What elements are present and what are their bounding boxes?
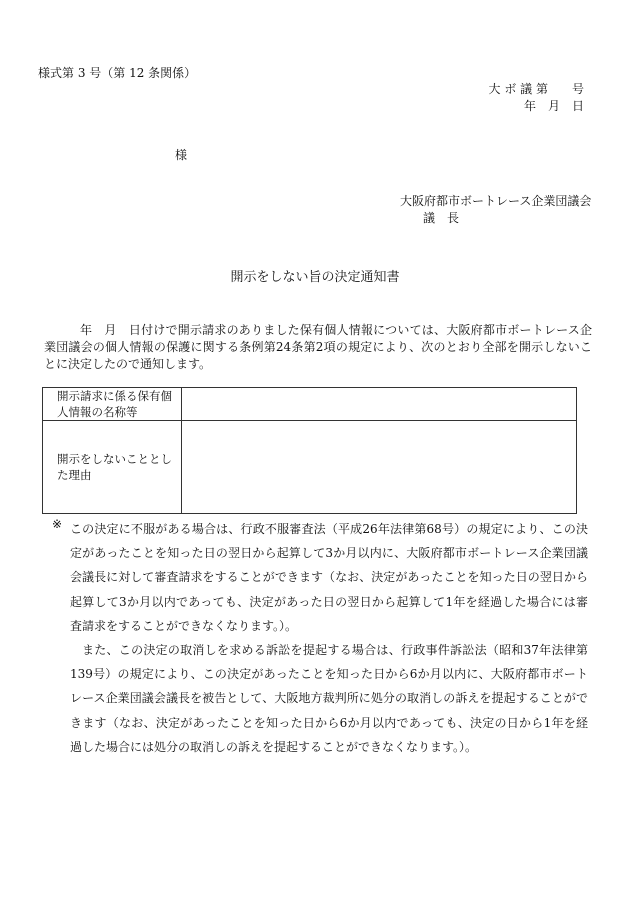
note-paragraph-lawsuit: また、この決定の取消しを求める訴訟を提起する場合は、行政事件訴訟法（昭和37年法律第139号）の規定により、この決定があったことを知った日から6か月以内に、大阪府都市ボートレース企業団議会議長を被告として、大阪地方裁判所に処分の取消しの訴えを提起することができます（なお、決定があったことを知った日から6か月以内であっても、決定の日から1年を経過した場合には処分の取消しの訴えを提起することができなくなります。）。 (70, 643, 588, 754)
table-row (43, 421, 577, 514)
reason-label: 開示をしないこととした理由 (43, 421, 182, 514)
document-number: 大 ボ 議 第 号 (488, 82, 584, 96)
info-name-label: 開示請求に係る保有個人情報の名称等 (43, 388, 182, 421)
table-row (43, 388, 577, 421)
form-number: 様式第 3 号（第 12 条関係） (38, 66, 197, 80)
reason-value (182, 421, 577, 514)
note (70, 517, 588, 759)
sender-organization: 大阪府都市ボートレース企業団議会 (400, 194, 592, 208)
note-paragraph-appeal: この決定に不服がある場合は、行政不服審査法（平成26年法律第68号）の規定により、この決定があったことを知った日の翌日から起算して3か月以内に、大阪府都市ボートレース企業団議会議長に対して審査請求をすることができます（なお、決定があったことを知った日の翌日から起算して3か月以内であっても、決定があった日の翌日から起算して1年を経過した場合には審査請求をすることができなくなります。）。 (70, 522, 588, 633)
addressee: 様 (175, 148, 188, 162)
info-name-value (182, 388, 577, 421)
document-date: 年 月 日 (523, 99, 584, 113)
sender-title: 議 長 (423, 211, 460, 225)
note-mark: ※ (52, 517, 63, 531)
info-table (42, 387, 577, 514)
body-text: 年 月 日付けで開示請求のありました保有個人情報については、大阪府都市ボートレース企業団議会の個人情報の保護に関する条例第24条第2項の規定により、次のとおり全部を開示しないことに決定したので通知します。 (44, 323, 592, 371)
document-title: 開示をしない旨の決定通知書 (230, 270, 400, 285)
